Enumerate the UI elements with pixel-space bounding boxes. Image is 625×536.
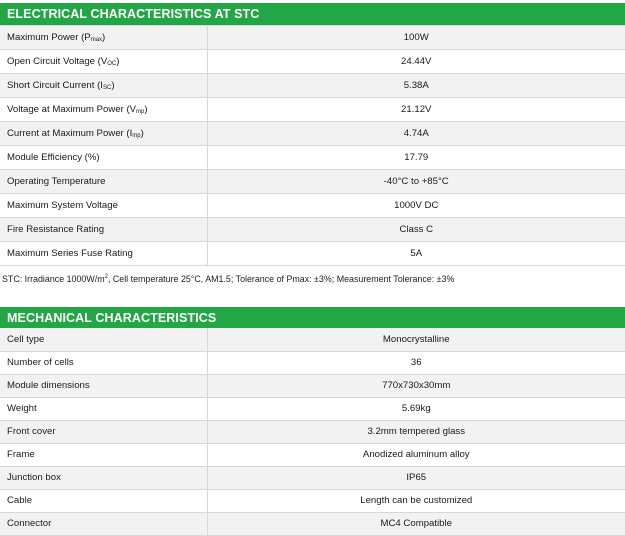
- param-value: IP65: [207, 466, 625, 489]
- param-value: 3.2mm tempered glass: [207, 420, 625, 443]
- param-label: Module dimensions: [0, 374, 207, 397]
- param-value: 5A: [207, 242, 625, 266]
- param-value: 24.44V: [207, 50, 625, 74]
- table-row: [0, 328, 625, 351]
- param-value: MC4 Compatible: [207, 512, 625, 535]
- table-row: [0, 466, 625, 489]
- table-row: [0, 146, 625, 170]
- param-label: Voltage at Maximum Power $(V_{mp})$: [0, 98, 207, 122]
- table-row: [0, 218, 625, 242]
- electrical-section-title: [0, 3, 625, 25]
- table-row: [0, 351, 625, 374]
- param-value: 4.74A: [207, 122, 625, 146]
- param-value: 770x730x30mm: [207, 374, 625, 397]
- electrical-title-text: ELECTRICAL CHARACTERISTICS AT STC: [7, 7, 260, 21]
- table-row: [0, 489, 625, 512]
- param-value: 5.38A: [207, 74, 625, 98]
- param-label: Junction box: [0, 466, 207, 489]
- param-value: 21.12V: [207, 98, 625, 122]
- param-label: Weight: [0, 397, 207, 420]
- param-value: Monocrystalline: [207, 328, 625, 351]
- table-row: [0, 98, 625, 122]
- table-row: [0, 194, 625, 218]
- param-value: 1000V DC: [207, 194, 625, 218]
- param-label: Cable: [0, 489, 207, 512]
- table-row: [0, 242, 625, 266]
- mechanical-title-text: MECHANICAL CHARACTERISTICS: [7, 310, 217, 325]
- param-label: Frame: [0, 443, 207, 466]
- table-row: [0, 26, 625, 50]
- param-label: Connector: [0, 512, 207, 535]
- table-row: [0, 170, 625, 194]
- param-label: Cell type: [0, 328, 207, 351]
- table-row: [0, 122, 625, 146]
- param-value: Class C: [207, 218, 625, 242]
- mechanical-section-title: [0, 307, 625, 328]
- param-value: -40°C to +85°C: [207, 170, 625, 194]
- param-label: Front cover: [0, 420, 207, 443]
- param-label: Number of cells: [0, 351, 207, 374]
- param-label: Maximum System Voltage: [0, 194, 207, 218]
- param-label: Fire Resistance Rating: [0, 218, 207, 242]
- electrical-spec-table: [0, 25, 625, 266]
- param-label: Current at Maximum Power $(I_{mp})$: [0, 122, 207, 146]
- table-row: [0, 443, 625, 466]
- table-row: [0, 397, 625, 420]
- table-row: [0, 512, 625, 535]
- stc-footnote: STC: Irradiance $1000W/m^2$, Cell temperature 25°C, AM1.5; Tolerance of Pmax: ±3%; Measurement Tolerance: ±3%: [2, 274, 455, 284]
- param-value: 100W: [207, 26, 625, 50]
- mechanical-spec-table: [0, 328, 625, 536]
- param-value: Length can be customized: [207, 489, 625, 512]
- table-row: [0, 50, 625, 74]
- table-row: [0, 374, 625, 397]
- param-label: Maximum Series Fuse Rating: [0, 242, 207, 266]
- param-label: Short Circuit Current $(I_{SC})$: [0, 74, 207, 98]
- table-row: [0, 420, 625, 443]
- param-value: 17.79: [207, 146, 625, 170]
- param-label: Module Efficiency (%): [0, 146, 207, 170]
- param-value: 5.69kg: [207, 397, 625, 420]
- param-label: Open Circuit Voltage $(V_{OC})$: [0, 50, 207, 74]
- param-value: 36: [207, 351, 625, 374]
- param-label: Operating Temperature: [0, 170, 207, 194]
- table-row: [0, 74, 625, 98]
- param-value: Anodized aluminum alloy: [207, 443, 625, 466]
- param-label: Maximum Power $(P_{max})$: [0, 26, 207, 50]
